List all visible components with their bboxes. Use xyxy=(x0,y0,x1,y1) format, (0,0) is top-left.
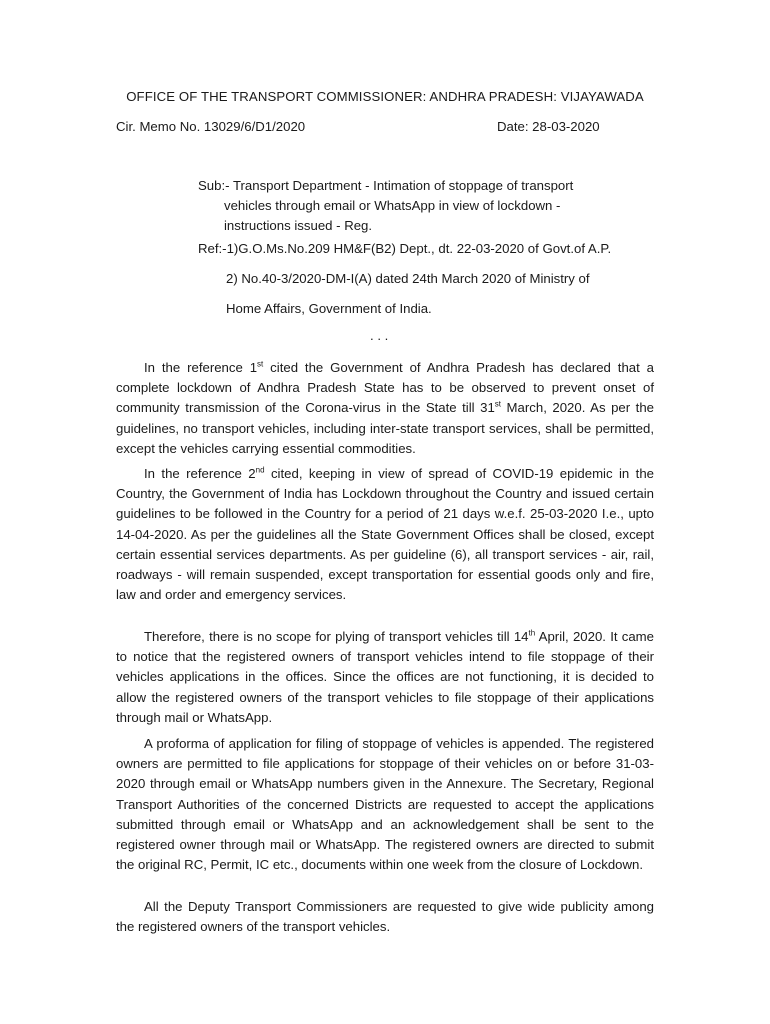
subject-line: vehicles through email or WhatsApp in view of lockdown - xyxy=(224,198,561,213)
separator: . . . xyxy=(370,328,389,343)
memo-number: Cir. Memo No. 13029/6/D1/2020 xyxy=(116,119,306,134)
memo-date: Date: 28-03-2020 xyxy=(497,119,600,134)
paragraph-text: In the reference 1 xyxy=(144,360,258,375)
subject-line: Sub:- Transport Department - Intimation of stoppage of transport xyxy=(198,178,574,193)
paragraph-3 xyxy=(116,627,654,728)
paragraph-text: April, 2020. It came to notice that the registered owners of transport vehicles intend to file stoppage of their vehicles applications in the offices. Since the offices are not functioning, it is decided to allow the registered owners of the transport vehicles to file stoppage of their applications through mail or WhatsApp. xyxy=(116,629,654,725)
office-title: OFFICE OF THE TRANSPORT COMMISSIONER: ANDHRA PRADESH: VIJAYAWADA xyxy=(126,89,644,104)
paragraph-2 xyxy=(116,464,654,605)
paragraph-4: A proforma of application for filing of stoppage of vehicles is appended. The registered owners are permitted to file applications for stoppage of their vehicles on or before 31-03-2020 through email or WhatsApp numbers given in the Annexure. The Secretary, Regional Transport Authorities of the concerned Districts are requested to accept the applications submitted through email or WhatsApp and an acknowledgement shall be sent to the registered owner through mail or WhatsApp. The registered owners are directed to submit the original RC, Permit, IC etc., documents within one week from the closure of Lockdown. xyxy=(116,736,654,873)
reference-2-continued: Home Affairs, Government of India. xyxy=(226,301,432,316)
superscript: th xyxy=(528,628,536,638)
paragraph-5: All the Deputy Transport Commissioners are requested to give wide publicity among the registered owners of the transport vehicles. xyxy=(116,899,654,935)
paragraph-text: cited the Government of Andhra Pradesh has declared that a complete lockdown of Andhra Pradesh State has to be observed to prevent onset of community transmission of the Corona-virus in the State till 31 xyxy=(116,360,654,416)
reference-1: Ref:-1)G.O.Ms.No.209 HM&F(B2) Dept., dt. 22-03-2020 of Govt.of A.P. xyxy=(198,241,612,256)
paragraph-text: March, 2020. As per the guidelines, no transport vehicles, including inter-state transport services, shall be permitted, except the vehicles carrying essential commodities. xyxy=(116,400,654,456)
superscript: st xyxy=(257,359,264,369)
paragraph-text: cited, keeping in view of spread of COVID-19 epidemic in the Country, the Government of India has Lockdown throughout the Country and issued certain guidelines to be followed in the Country for a period of 21 days w.e.f. 25-03-2020 I.e., upto 14-04-2020. As per the guidelines all the State Government Offices shall be closed, except certain essential services departments. As per guideline (6), all transport services - air, rail, roadways - will remain suspended, except transportation for essential goods only and fire, law and order and emergency services. xyxy=(116,466,655,603)
paragraph-1 xyxy=(116,358,654,459)
superscript: nd xyxy=(255,465,265,475)
subject-line: instructions issued - Reg. xyxy=(224,218,373,233)
reference-2: 2) No.40-3/2020-DM-I(A) dated 24th March 2020 of Ministry of xyxy=(226,271,590,286)
superscript: st xyxy=(494,400,502,410)
paragraph-text: Therefore, there is no scope for plying of transport vehicles till 14 xyxy=(144,629,529,644)
paragraph-text: In the reference 2 xyxy=(144,466,256,481)
subject-block xyxy=(198,176,648,236)
